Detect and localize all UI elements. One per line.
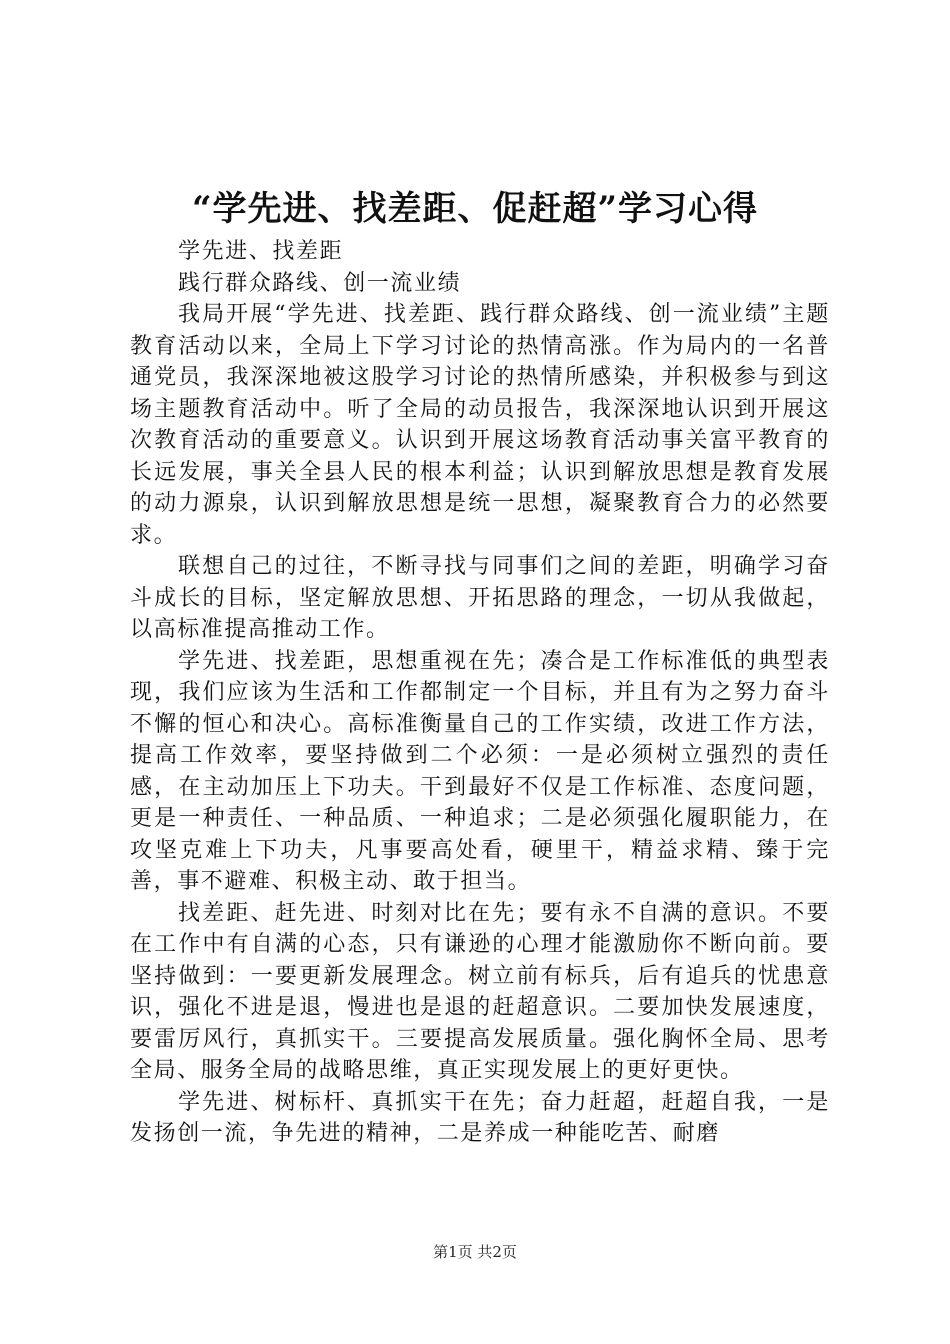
subheading: 践行群众路线、创一流业绩 xyxy=(178,270,462,296)
paragraph: 联想自己的过往，不断寻找与同事们之间的差距，明确学习奋斗成长的目标，坚定解放思想、开拓思路的理念，一切从我做起，以高标准提高推动工作。 xyxy=(130,554,830,642)
paragraph: 学先进、树标杆、真抓实干在先；奋力赶超，赶超自我，一是发扬创一流，争先进的精神，二是养成一种能吃苦、耐磨 xyxy=(130,1089,830,1146)
paragraph: 找差距、赶先进、时刻对比在先；要有永不自满的意识。不要在工作中有自满的心态，只有谦逊的心理才能激励你不断向前。要坚持做到：一要更新发展理念。树立前有标兵，后有追兵的忧患意识，强化不进是退，慢进也是退的赶超意识。二要加快发展速度，要雷厉风行，真抓实干。三要提高发展质量。强化胸怀全局、思考全局、服务全局的战略思维，真正实现发展上的更好更快。 xyxy=(130,900,830,1083)
paragraph: 学先进、找差距，思想重视在先；凑合是工作标准低的典型表现，我们应该为生活和工作都制定一个目标，并且有为之努力奋斗不懈的恒心和决心。高标准衡量自己的工作实绩，改进工作方法，提高工作效率，要坚持做到二个必须：一是必须树立强烈的责任感，在主动加压上下功夫。干到最好不仅是工作标准、态度问题，更是一种责任、一种品质、一种追求；二是必须强化履职能力，在攻坚克难上下功夫，凡事要高处看，硬里干，精益求精、臻于完善，事不避难、积极主动、敢于担当。 xyxy=(130,648,830,894)
page-number-footer: 第1页 共2页 xyxy=(433,1243,517,1261)
document-body xyxy=(130,236,830,1150)
document-title: “学先进、找差距、促赶超”学习心得 xyxy=(191,189,759,229)
subheading: 学先进、找差距 xyxy=(178,239,344,264)
paragraph: 我局开展“学先进、找差距、践行群众路线、创一流业绩”主题教育活动以来，全局上下学习讨论的热情高涨。作为局内的一名普通党员，我深深地被这股学习讨论的热情所感染，并积极参与到这场主题教育活动中。听了全局的动员报告，我深深地认识到开展这次教育活动的重要意义。认识到开展这场教育活动事关富平教育的长远发展，事关全县人民的根本利益；认识到解放思想是教育发展的动力源泉，认识到解放思想是统一思想，凝聚教育合力的必然要求。 xyxy=(130,302,830,548)
